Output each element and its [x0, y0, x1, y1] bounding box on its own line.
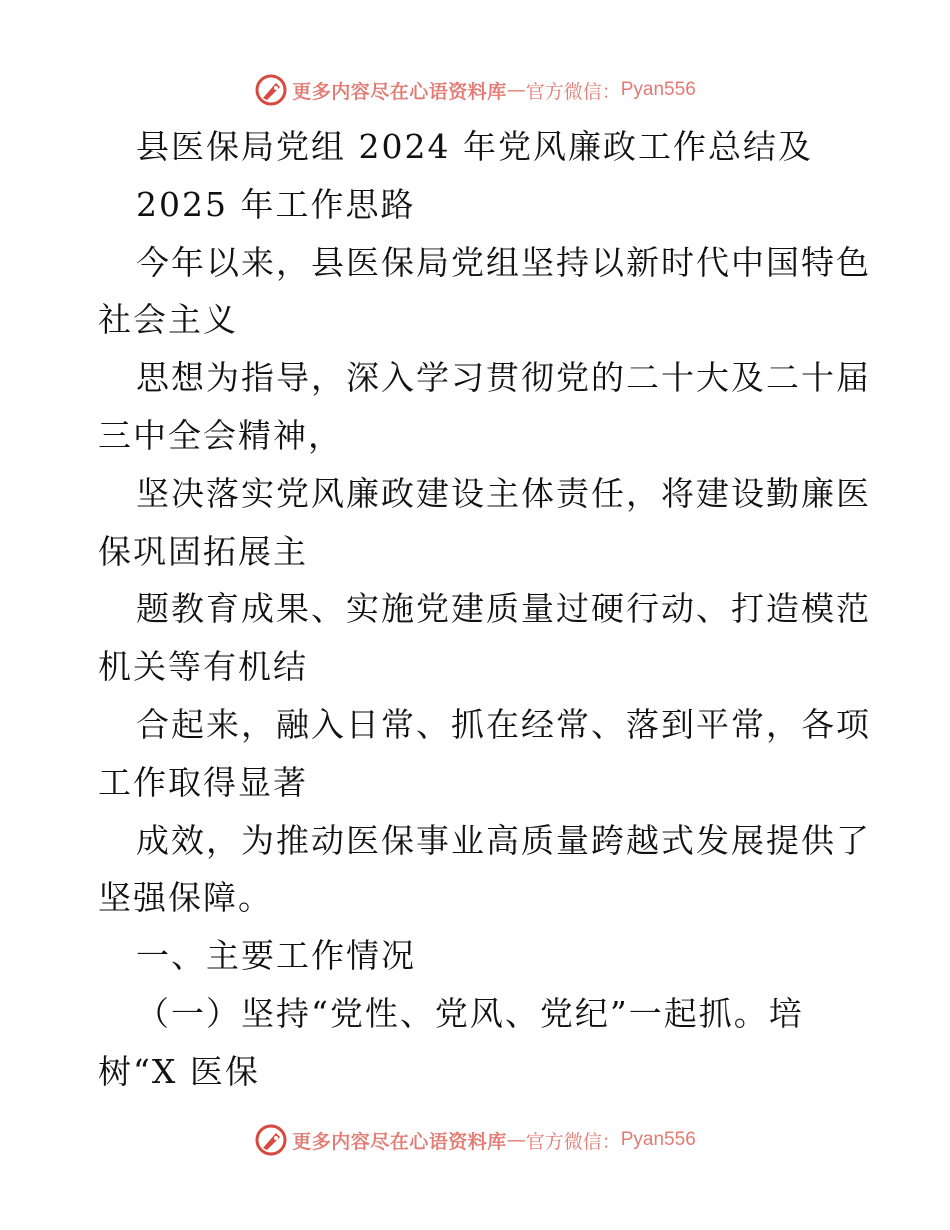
paragraph-line: 坚强保障。: [98, 878, 273, 918]
banner-separator: —: [506, 79, 526, 101]
paragraph-line: 三中全会精神，: [98, 415, 343, 455]
paragraph-line: 树“X 医保: [98, 1051, 260, 1091]
banner-wechat-label: 官方微信：: [525, 1130, 621, 1153]
banner-wechat-id: Pyan556: [620, 79, 696, 100]
paragraph-line: 合起来，融入日常、抓在经常、落到平常，各项: [136, 704, 871, 744]
paragraph-line: 社会主义: [98, 300, 238, 340]
banner-wechat-id: Pyan556: [620, 1129, 696, 1150]
banner-separator: —: [506, 1129, 526, 1151]
paragraph-line: 机关等有机结: [98, 647, 308, 687]
doc-title-line-1: 县医保局党组 2024 年党风廉政工作总结及: [136, 127, 813, 166]
paragraph-line: 工作取得显著: [98, 762, 308, 802]
section-heading: 一、主要工作情况: [136, 936, 416, 976]
header-watermark-banner: [0, 70, 950, 110]
paragraph-line: 思想为指导，深入学习贯彻党的二十大及二十届: [136, 358, 871, 398]
paragraph-line: 坚决落实党风廉政建设主体责任，将建设勤廉医: [136, 473, 871, 513]
paragraph-line: 成效，为推动医保事业高质量跨越式发展提供了: [136, 820, 871, 860]
paragraph-line: 保巩固拓展主: [98, 531, 308, 571]
pen-nib-logo-icon: [254, 1123, 288, 1157]
pen-nib-logo-icon: [254, 73, 288, 107]
doc-title-line-2: 2025 年工作思路: [136, 184, 416, 224]
subsection-heading: （一）坚持“党性、党风、党纪”一起抓。培: [136, 993, 804, 1033]
paragraph-line: 题教育成果、实施党建质量过硬行动、打造模范: [136, 589, 871, 629]
paragraph-line: 今年以来，县医保局党组坚持以新时代中国特色: [136, 242, 871, 282]
footer-watermark-banner: [0, 1120, 950, 1160]
banner-main-text: 更多内容尽在心语资料库: [292, 1130, 507, 1153]
banner-main-text: 更多内容尽在心语资料库: [292, 80, 507, 103]
banner-wechat-label: 官方微信：: [525, 80, 621, 103]
document-body: [98, 118, 871, 1101]
